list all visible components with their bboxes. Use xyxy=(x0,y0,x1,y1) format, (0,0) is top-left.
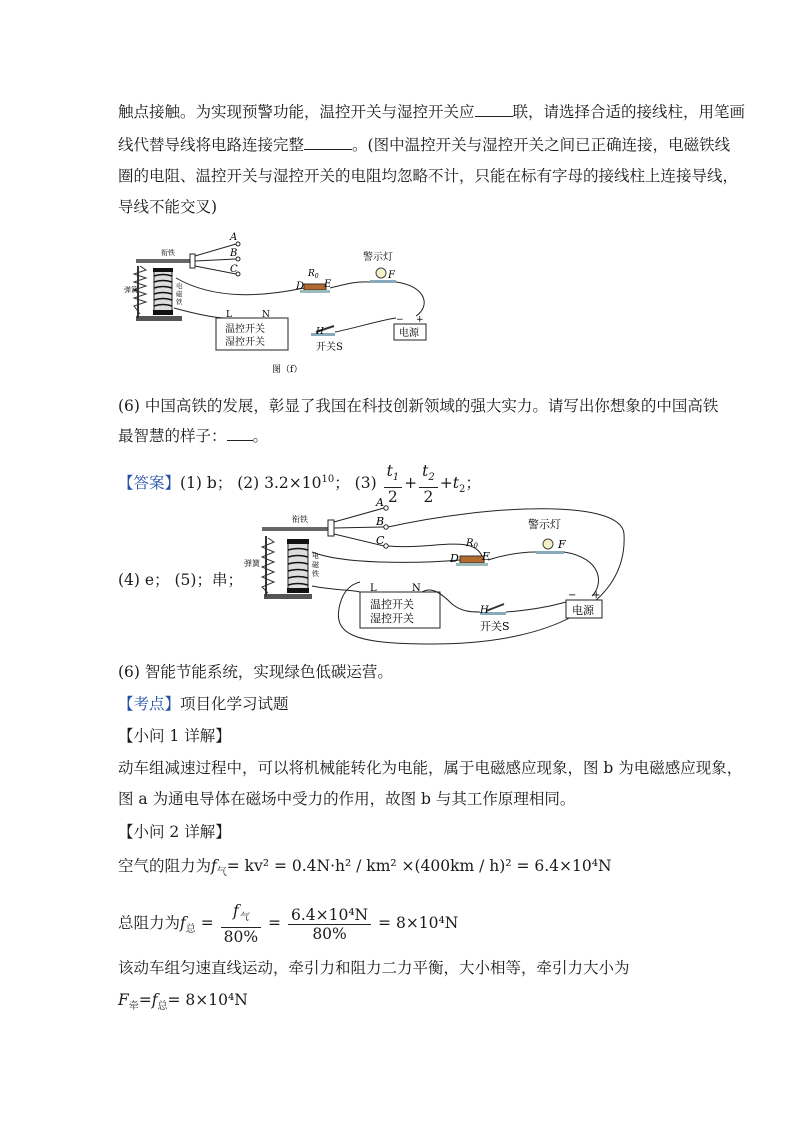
terminal-C xyxy=(384,544,388,548)
q6-text: 。 xyxy=(252,427,269,445)
xw1-line-2: 图 a 为通电导体在磁场中受力的作用，故图 b 与其工作原理相同。 xyxy=(118,790,576,808)
base-plate xyxy=(136,316,182,321)
fraction-fair-over-80: $\frac{f_气}{80\%}$ xyxy=(221,902,261,946)
lamp-icon xyxy=(376,268,386,278)
q6-line-1: (6) 中国高铁的发展，彰显了我国在科技创新领域的强大实力。请写出你想象的中国高铁 xyxy=(118,397,719,415)
label-C: C xyxy=(376,534,385,547)
answer-text: (1) b； (2) 3.2×10 xyxy=(180,474,322,493)
q6-line-2 xyxy=(118,426,268,446)
answer-line-6: (6) 智能节能系统，实现绿色低碳运营。 xyxy=(118,663,393,681)
xw1-line-1: 动车组减速过程中，可以将机械能转化为电能，属于电磁感应现象，图 b 为电磁感应现象， xyxy=(118,759,743,777)
intro-text: 联，请选择合适的接线柱，用笔画 xyxy=(512,103,746,121)
power-label: 电源 xyxy=(572,604,594,617)
magnet-label-2: 磁 xyxy=(176,290,183,298)
label-N: N xyxy=(412,583,421,594)
f-symbol: f xyxy=(151,991,158,1009)
box-line-1: 温控开关 xyxy=(225,324,265,335)
answer-exponent: 10 xyxy=(321,473,335,485)
plus-sign: + xyxy=(439,474,453,493)
magnet-label-2: 磁 xyxy=(312,561,319,569)
label-N: N xyxy=(262,310,270,320)
label-L: L xyxy=(370,583,377,594)
answer-blank xyxy=(227,426,253,441)
intro-line-1 xyxy=(118,102,745,122)
label-R0: $R_0$ xyxy=(466,538,478,550)
switch-label: 开关S xyxy=(316,342,343,353)
armature-label: 衔铁 xyxy=(161,249,175,257)
kaodian-text: 项目化学习试题 xyxy=(180,695,289,713)
kaodian-tag: 【考点】 xyxy=(118,695,181,713)
equals-sign: = xyxy=(268,914,282,933)
F-symbol: F xyxy=(118,991,129,1009)
equals-sign: = xyxy=(200,914,214,933)
lamp-icon xyxy=(543,539,553,549)
spring-label: 弹簧 xyxy=(124,286,138,294)
label-minus: − xyxy=(568,590,577,601)
plus-sign: + xyxy=(404,474,418,493)
box-line-1: 温控开关 xyxy=(370,598,414,611)
armature-bar xyxy=(136,259,194,263)
label-H: H xyxy=(316,327,324,337)
label-plus: + xyxy=(416,315,424,325)
box-line-2: 湿控开关 xyxy=(370,612,414,625)
q6-text: 最智慧的样子： xyxy=(118,427,227,445)
armature-bar xyxy=(262,527,330,531)
label-E: E xyxy=(324,279,332,290)
figure-caption: 图（f） xyxy=(272,365,303,375)
t2-symbol: t xyxy=(452,474,460,493)
label-minus: − xyxy=(396,315,404,325)
answer-blank xyxy=(304,135,352,150)
f-sub: 总 xyxy=(185,924,196,936)
intro-line-4: 导线不能交叉) xyxy=(118,198,218,216)
magnet-label-1: 电 xyxy=(176,282,183,290)
label-F: F xyxy=(558,538,566,551)
spring-icon xyxy=(262,538,274,593)
fraction-t2-over-2: $\frac{t_2}{2}$ xyxy=(419,462,438,506)
label-C: C xyxy=(230,264,238,275)
f-sub: 气 xyxy=(216,867,227,879)
label-L: L xyxy=(226,310,232,320)
xw2-line-3: 该动车组匀速直线运动，牵引力和阻力二力平衡，大小相等，牵引力大小为 xyxy=(118,959,630,977)
terminal-B xyxy=(384,525,388,529)
armature-label: 衔铁 xyxy=(292,515,308,524)
t2-sub: 2 xyxy=(459,484,466,496)
spring-label: 弹簧 xyxy=(244,559,260,568)
total-resistance-line xyxy=(118,902,458,946)
fraction-t1-over-2: $\frac{t_1}{2}$ xyxy=(384,462,403,506)
terminal-A xyxy=(384,506,388,510)
answer-blank xyxy=(475,102,513,117)
xw2-text: 空气的阻力为 xyxy=(118,857,212,875)
xw1-title: 【小问 1 详解】 xyxy=(118,727,231,745)
switch-label: 开关S xyxy=(480,620,510,633)
label-D: D xyxy=(296,281,305,292)
label-F: F xyxy=(388,270,395,281)
label-A: A xyxy=(376,496,384,509)
lamp-label: 警示灯 xyxy=(528,518,561,531)
label-D: D xyxy=(450,552,459,565)
circuit-figure-f xyxy=(126,226,446,376)
answer-text: ； xyxy=(465,474,481,493)
equals-sign: = xyxy=(138,991,152,1009)
f-sub: 总 xyxy=(157,1001,168,1013)
fraction-value-over-80: $\frac{\text{6.4×10⁴N}}{80\%}$ xyxy=(288,906,371,943)
total-result: = 8×10⁴N xyxy=(378,914,459,933)
traction-result: = 8×10⁴N xyxy=(167,991,248,1009)
resistor-R0 xyxy=(304,284,326,290)
f-symbol: f xyxy=(180,914,186,933)
intro-text: 线代替导线将电路连接完整 xyxy=(118,136,305,154)
label-plus: + xyxy=(592,590,601,601)
lamp-label: 警示灯 xyxy=(363,252,393,263)
xw2-text: 总阻力为 xyxy=(118,914,181,933)
magnet-label-3: 铁 xyxy=(176,298,183,306)
label-E: E xyxy=(482,550,491,563)
resistor-R0 xyxy=(460,556,484,563)
intro-text: 触点接触。为实现预警功能，温控开关与湿控开关应 xyxy=(118,103,475,121)
circuit-answer-figure xyxy=(232,494,632,650)
label-A: A xyxy=(230,232,238,243)
xw2-title: 【小问 2 详解】 xyxy=(118,823,231,841)
magnet-label-1: 电 xyxy=(312,552,319,560)
label-B: B xyxy=(230,248,238,259)
kaodian-line xyxy=(118,694,289,714)
box-line-2: 湿控开关 xyxy=(225,337,265,348)
answer-text: ； (3) xyxy=(334,474,377,493)
intro-line-2 xyxy=(118,135,730,155)
intro-line-3: 圈的电阻、温控开关与湿控开关的电阻均忽略不计，只能在标有字母的接线柱上连接导线， xyxy=(118,167,739,185)
label-H: H xyxy=(480,605,489,616)
label-R0: $R_0$ xyxy=(308,269,319,280)
answer-line-4: (4) e； (5)；串； xyxy=(118,571,243,589)
intro-text: 。(图中温控开关与湿控开关之间已正确连接，电磁铁线 xyxy=(352,136,731,154)
label-B: B xyxy=(376,515,385,528)
magnet-label-3: 铁 xyxy=(312,570,319,578)
traction-line xyxy=(118,990,248,1017)
f-symbol: f xyxy=(211,857,217,875)
answer-tag: 【答案】 xyxy=(118,474,181,493)
power-label: 电源 xyxy=(399,328,419,339)
air-resistance-line xyxy=(118,856,612,883)
air-formula: = kv² = 0.4N·h² / km² ×(400km / h)² = 6.4×10⁴N xyxy=(226,857,612,875)
F-sub: 牵 xyxy=(128,1001,139,1013)
